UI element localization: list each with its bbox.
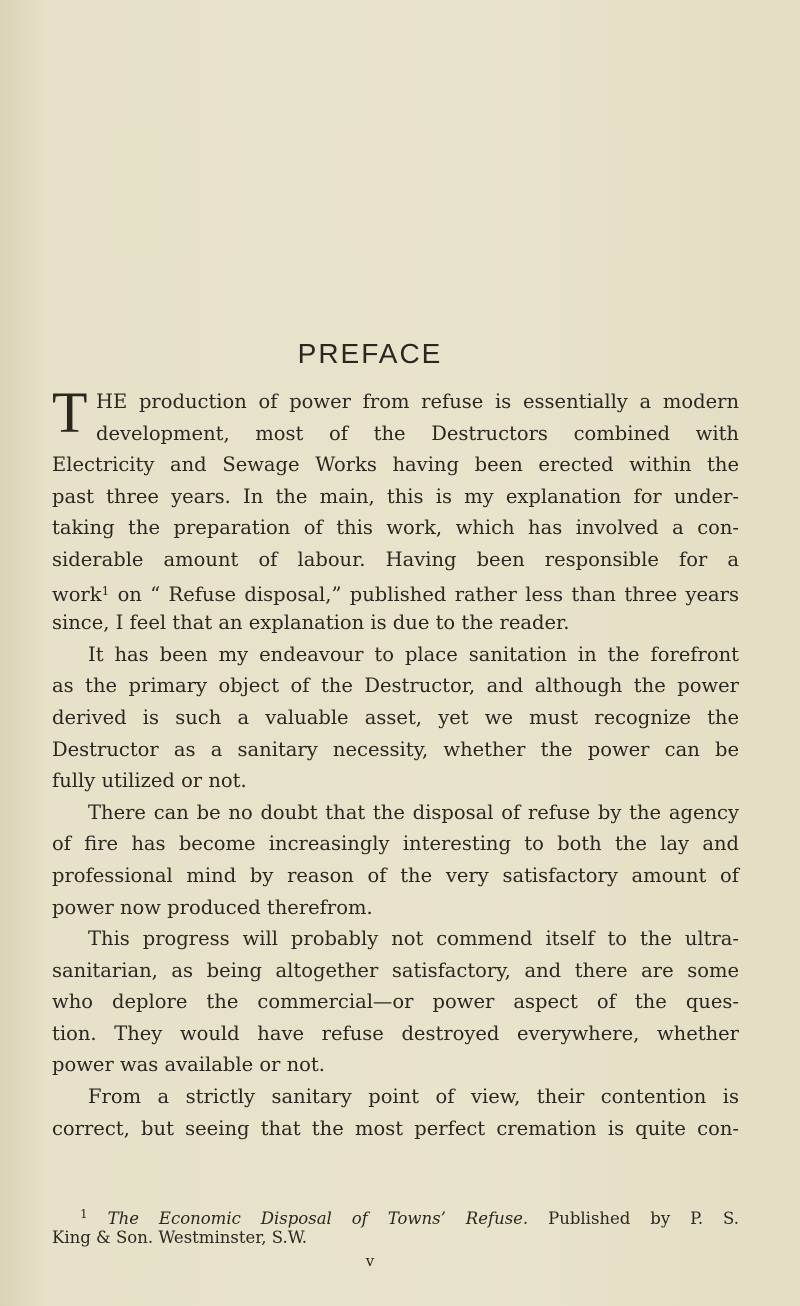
drop-cap: T — [52, 380, 88, 445]
text-line — [52, 576, 739, 608]
footnote-title: The Economic Disposal of Towns’ Refuse. — [107, 1209, 529, 1228]
footnote-reference: 1 — [101, 583, 110, 598]
text-fragment: on “ Refuse disposal,” published rather less than three years — [109, 582, 739, 606]
footnote — [52, 1202, 739, 1250]
text-line: power was available or not. — [52, 1053, 325, 1077]
text-line: who deplore the commercial—or power aspect of the ques- — [52, 990, 739, 1014]
text-line: tion. They would have refuse destroyed everywhere, whether — [52, 1021, 739, 1045]
page-title: PREFACE — [297, 338, 443, 369]
text-line: From a strictly sanitary point of view, their contention is — [88, 1085, 739, 1109]
text-line: fully utilized or not. — [52, 769, 247, 793]
text-line: as the primary object of the Destructor, and although the power — [52, 674, 739, 698]
footnote-text: Published by P. S. — [528, 1209, 739, 1228]
text-line: This progress will probably not commend itself to the ultra- — [88, 927, 739, 951]
body-text — [52, 380, 739, 1144]
text-line: past three years. In the main, this is my explanation for under- — [52, 484, 739, 508]
text-fragment: work — [52, 582, 102, 606]
paragraph-1-opening — [52, 380, 739, 449]
text-line: It has been my endeavour to place sanitation in the forefront — [88, 642, 739, 666]
text-line: sanitarian, as being altogether satisfactory, and there are some — [52, 958, 739, 982]
text-line: correct, but seeing that the most perfect cremation is quite con- — [52, 1116, 739, 1140]
text-line: power now produced therefrom. — [52, 895, 373, 919]
footnote-marker: 1 — [80, 1207, 88, 1221]
text-line: siderable amount of labour. Having been responsible for a — [52, 547, 739, 571]
text-line: taking the preparation of this work, which has involved a con- — [52, 516, 739, 540]
text-line: derived is such a valuable asset, yet we must recognize the — [52, 705, 739, 729]
text-line: development, most of the Destructors combined with — [96, 421, 739, 445]
text-line: HE production of power from refuse is essentially a modern — [96, 390, 739, 413]
footnote-line — [52, 1202, 739, 1226]
text-line: since, I feel that an explanation is due to the reader. — [52, 611, 570, 635]
text-line: of fire has become increasingly interesting to both the lay and — [52, 832, 739, 856]
text-line: professional mind by reason of the very satisfactory amount of — [52, 863, 739, 887]
text-line: Electricity and Sewage Works having been erected within the — [52, 453, 739, 477]
footnote-line: King & Son. Westminster, S.W. — [52, 1228, 308, 1247]
text-line: There can be no doubt that the disposal of refuse by the agency — [88, 800, 739, 824]
text-line: Destructor as a sanitary necessity, whether the power can be — [52, 737, 739, 761]
page-number: v — [365, 1252, 375, 1270]
